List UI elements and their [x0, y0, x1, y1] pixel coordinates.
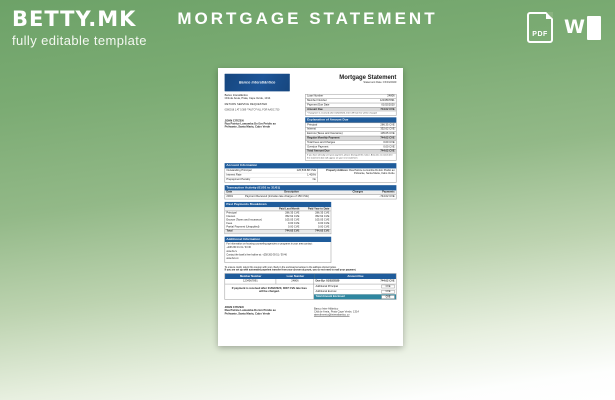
- ai-line: For information on housing counseling agencies or programs in your area contact:: [226, 242, 313, 246]
- pp-ytd: 0.00 CVE: [318, 225, 330, 229]
- exp-label: Principal: [307, 123, 318, 127]
- exp-label: Overdue Payment: [307, 145, 329, 149]
- summary-block: [305, 94, 396, 160]
- payee-name: Banco Inter Atlântico: [313, 307, 339, 311]
- section-past-payments-breakdown: Past Payments Breakdown: [225, 202, 332, 207]
- past-payments-section: [225, 202, 332, 234]
- ai-line: www.bcv.cv: [226, 257, 239, 261]
- pp-last: 352.62 CVE: [285, 215, 300, 218]
- transaction-row: [225, 195, 396, 199]
- explanation-note: If you have already sent your payment, please disregard this notice. Amounts received after the statement date will appear on your next statement.: [305, 154, 396, 161]
- exp-value: 744.02 CVE: [380, 136, 395, 140]
- unit-box: CVE: [381, 295, 394, 299]
- section-transaction-activity: Transaction Activity (01/01 to 31/01): [225, 185, 397, 190]
- pp-col-last-month: Paid Last Month: [278, 207, 300, 211]
- exp-value: 0.00 CVE: [383, 141, 395, 144]
- tx-charges: [339, 195, 364, 199]
- pp-col-ytd: Paid Year to Date: [307, 207, 330, 211]
- recipient-address-1: Rua Patrice Lumumba Do Em Prédio ao: [224, 122, 276, 126]
- payer-name: JOHN CITIZEN: [224, 305, 244, 310]
- statement-header: [225, 74, 397, 92]
- brand-logo[interactable]: BETTY.MK: [12, 7, 137, 31]
- word-download-icon[interactable]: [564, 16, 601, 40]
- tx-description: Payment Received (includes late charges of 150 CVE): [245, 195, 309, 199]
- pp-label: Escrow (Taxes and Insurance): [226, 218, 262, 222]
- tx-col-description: Description: [284, 190, 299, 194]
- download-icons: [527, 12, 601, 43]
- property-address-label: Property Address:: [326, 169, 349, 172]
- summary-label: Payment Due Date: [307, 103, 330, 107]
- summary-label: Loan Number: [307, 94, 324, 98]
- extra-label: Total Amount Enclosed: [315, 295, 345, 299]
- pp-label: Interest: [226, 215, 236, 218]
- pp-ytd: 0.00 CVE: [318, 222, 330, 225]
- return-service-line: RETURN SERVICE REQUESTED: [224, 103, 268, 106]
- ai-line: Contact the bank's free hotline at: +238 260 39 51 / 39 46: [226, 253, 287, 257]
- acct-label: Outstanding Principal: [226, 169, 252, 172]
- tx-payments: -744.02 CVE: [379, 195, 395, 199]
- coupon-col-loan: Loan Number: [286, 274, 305, 278]
- tx-date: 20/01: [226, 195, 233, 199]
- coupon-due-amount: 744.02 CVE: [380, 279, 395, 283]
- bank-logo: Banco Interatlântico: [225, 74, 290, 92]
- word-icon-page: [587, 16, 601, 40]
- payee-email: atendimento@interatlantico.cv: [313, 313, 350, 317]
- coupon-ids-row: [225, 279, 314, 284]
- pp-last: 0.00 CVE: [288, 222, 300, 225]
- coupon-late-warning: If payment is received after 01/02/2020, 3637 CVE late fees will be charged.: [231, 286, 307, 294]
- exp-label: Interest: [307, 127, 316, 131]
- sender-name: Banco Interatlântico: [224, 93, 248, 97]
- pdf-icon-label: PDF: [532, 31, 548, 38]
- summary-value: 744.02 CVE: [380, 108, 395, 111]
- pp-ytd: 286.35 CVE: [315, 211, 330, 215]
- exp-value: 0.00 CVE: [383, 145, 395, 149]
- recipient-name: JOHN CITIZEN: [224, 118, 244, 123]
- exp-value: 286.35 CVE: [380, 123, 395, 127]
- extra-label: Additional Escrow: [315, 290, 337, 293]
- tx-col-charges: Charges: [352, 190, 364, 194]
- acct-value: No: [312, 178, 317, 181]
- tx-col-date: Date: [226, 190, 233, 194]
- summary-label: Member Number: [307, 99, 327, 102]
- account-row: [225, 178, 317, 182]
- coupon-member-number: 1234567891: [225, 279, 276, 284]
- brand-tagline: fully editable template: [12, 33, 147, 48]
- payer-address-2: Polivante, Santa Maria, Cabo Verde: [224, 312, 271, 316]
- mortgage-statement-page: [218, 68, 403, 346]
- exp-value: 744.02 CVE: [380, 150, 395, 153]
- account-information-section: [225, 163, 397, 182]
- tx-col-payments: Payments: [382, 190, 395, 194]
- exp-value: 352.62 CVE: [380, 127, 395, 131]
- unit-box: CVE: [381, 285, 394, 289]
- mail-sort-code: 0000018 1 AT 0.389 **AUTO**ALL FOR AADC 750: [224, 108, 280, 112]
- pp-label: Total: [226, 229, 233, 233]
- coupon-due-label: Due By: 01/02/2020: [315, 279, 340, 283]
- acct-value: 1.400%: [307, 173, 317, 177]
- pdf-download-icon[interactable]: [527, 12, 553, 43]
- pp-last: 744.02 CVE: [285, 229, 300, 233]
- recipient-address-2: Polivante, Santa Maria, Cabo Verde: [224, 125, 271, 129]
- detach-line-2: If you are set up with automated payment transfer from your chosen account, you do not need to mail your payment.: [224, 268, 357, 272]
- coupon-addresses: [225, 306, 397, 317]
- exp-label: Total Fees and Charges: [307, 141, 336, 144]
- section-account-information: Account Information: [225, 163, 397, 168]
- detach-instructions: [225, 266, 397, 272]
- pp-ytd: 352.62 CVE: [315, 215, 330, 218]
- document-preview: [218, 68, 403, 346]
- payer-address-1: Rua Patrice Lumumba Do Em Prédio ao: [224, 309, 276, 313]
- pp-label: Partial Payment (Unapplied): [226, 225, 260, 229]
- past-payments-total-row: [225, 229, 331, 233]
- coupon-loan-number: 24806: [291, 279, 299, 283]
- summary-value: 1234567891: [379, 99, 395, 102]
- acct-label: Prepayment Penalty: [226, 178, 251, 181]
- summary-value: 24806: [387, 94, 395, 98]
- pp-last: 0.00 CVE: [288, 225, 300, 229]
- word-icon-letter: W: [564, 16, 585, 38]
- payment-coupon: [225, 273, 397, 299]
- pp-label: Fees: [226, 222, 233, 225]
- unit-box: CVE: [381, 290, 394, 294]
- summary-value: 01/02/2020: [381, 103, 395, 107]
- transaction-activity-section: [225, 185, 397, 199]
- pdf-fold-corner: [546, 12, 553, 19]
- section-explanation-of-amount-due: Explanation of Amount Due: [305, 117, 396, 122]
- payee-address: Chã de Areia, Praia Cape Verde, 1314: [313, 310, 359, 314]
- pp-last: 286.35 CVE: [285, 211, 300, 215]
- statement-date: Statement Date: 15/01/2020: [363, 81, 397, 84]
- page-title: MORTGAGE STATEMENT: [177, 9, 438, 28]
- pp-last: 105.05 CVE: [285, 218, 300, 222]
- pp-ytd: 105.05 CVE: [315, 218, 330, 222]
- summary-label: Amount Due: [307, 108, 323, 111]
- exp-label: Regular Monthly Payment: [307, 136, 340, 140]
- coupon-col-amount: Amount Due: [314, 274, 395, 279]
- acct-value: 120,536.88 CVE: [296, 169, 317, 172]
- extra-label: Additional Principal: [315, 285, 338, 288]
- sender-address: Chã de Areia, Praia, Cape Verde, 1314: [224, 97, 271, 100]
- total-amount-enclosed-row: [314, 295, 396, 300]
- pp-ytd: 744.02 CVE: [315, 229, 330, 233]
- coupon-col-member: Member Number: [239, 274, 262, 278]
- detach-line-1: To ensure credit, return this coupon with your check in the enclosed envelope to the address shown below.: [224, 266, 337, 269]
- exp-label: Total Amount Due: [307, 150, 330, 153]
- exp-value: 105.05 CVE: [380, 132, 395, 136]
- late-fee-note: * If payment is received after 01/02/2020, 150 CVE late fee will be charged: [305, 112, 396, 116]
- property-address-value: Rua Patrice Lumumba Do Em Prédio ao Polivante, Santa Maria, Cabo Verde: [349, 169, 395, 175]
- statement-title: Mortgage Statement: [339, 73, 397, 81]
- acct-label: Interest Rate: [226, 173, 242, 177]
- property-address-box: [317, 168, 396, 182]
- section-additional-information: Additional Information: [225, 237, 332, 242]
- ai-line: +238 260 31 31 / 33 36: [226, 246, 251, 250]
- additional-information-section: [225, 237, 332, 263]
- ai-line: www.bi.cv: [226, 250, 237, 253]
- mailing-block: [225, 94, 300, 160]
- pp-label: Principal: [226, 211, 237, 215]
- exp-label: Escrow (Taxes and Insurance): [307, 132, 343, 136]
